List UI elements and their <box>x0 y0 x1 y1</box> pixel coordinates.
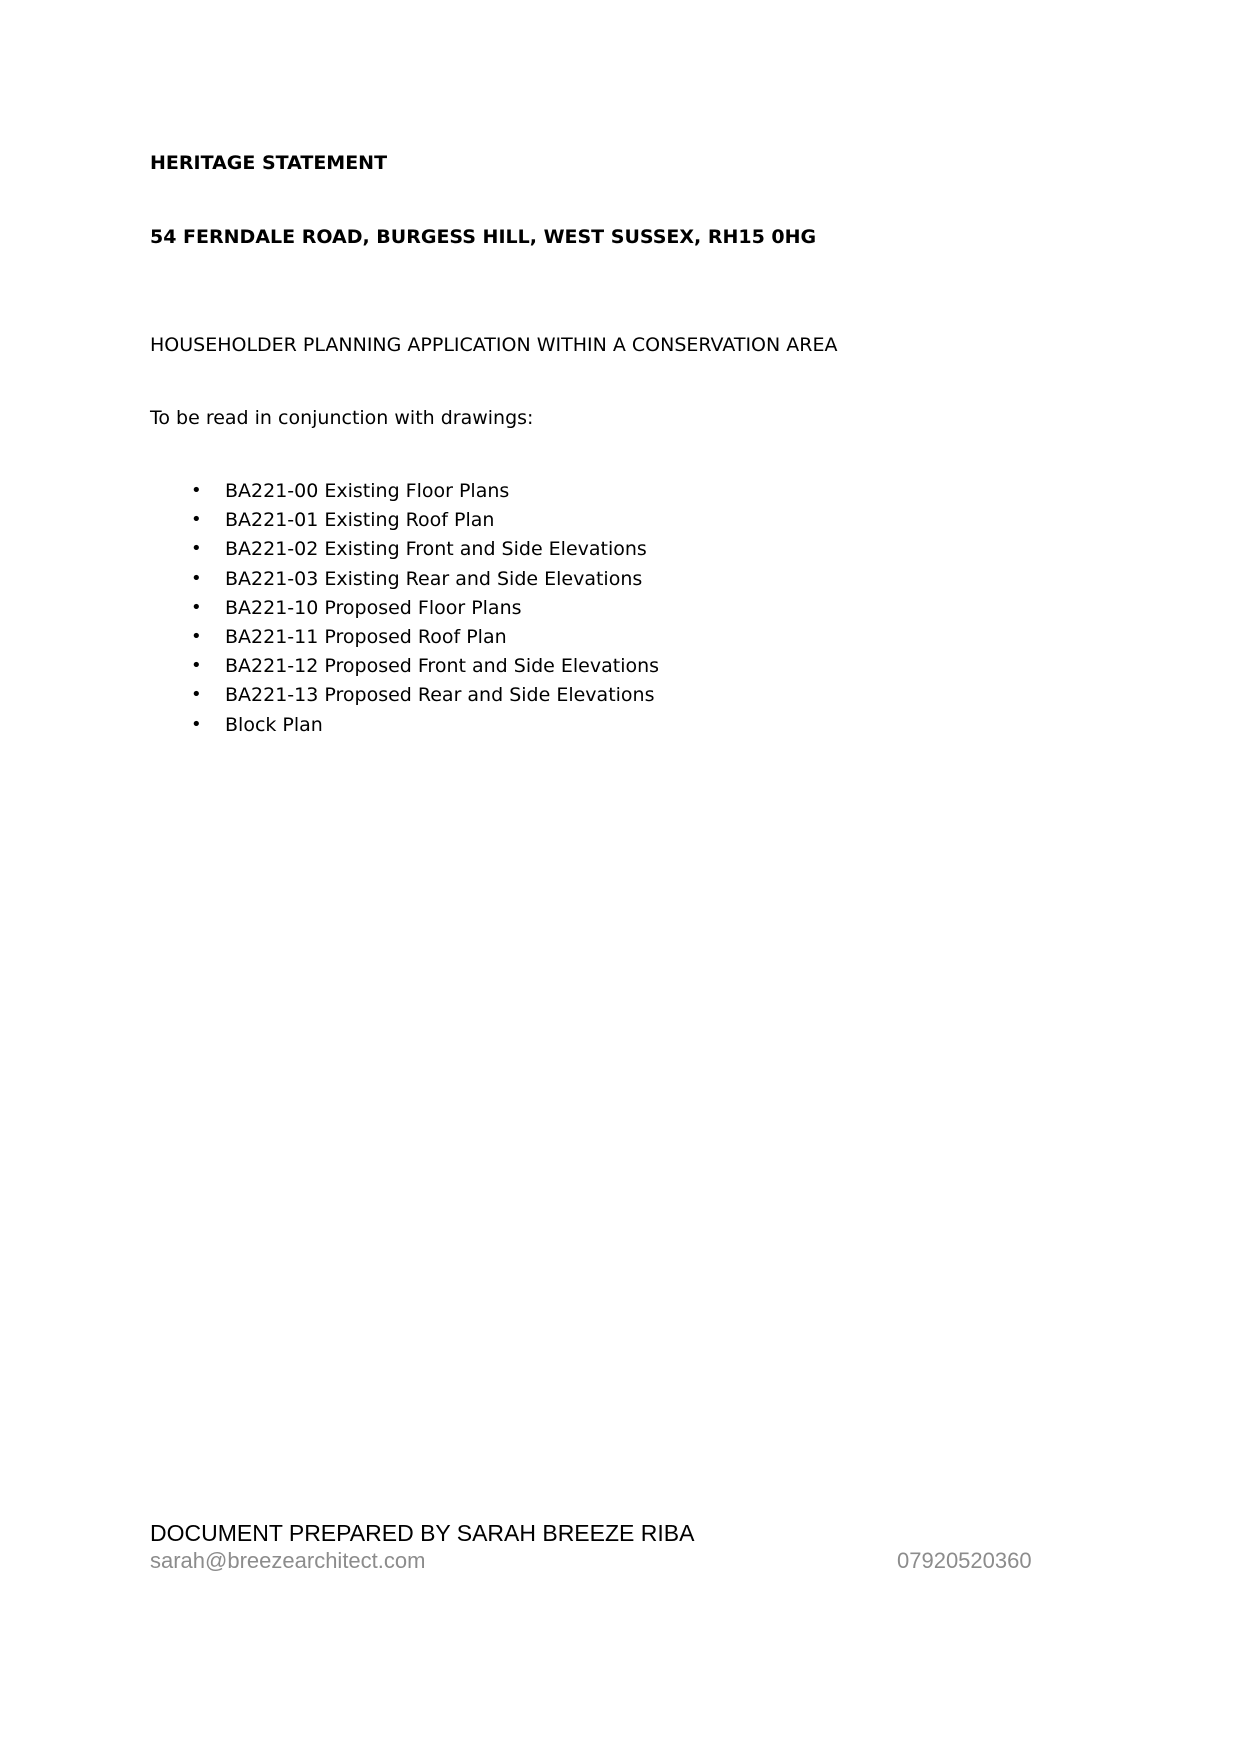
drawing-title: BA221-11 Proposed Roof Plan <box>225 625 507 648</box>
bullet-icon: • <box>191 625 202 647</box>
drawing-title: BA221-13 Proposed Rear and Side Elevations <box>225 684 655 707</box>
drawing-title: BA221-10 Proposed Floor Plans <box>225 596 522 619</box>
drawing-title: Block Plan <box>225 713 323 736</box>
document-title: HERITAGE STATEMENT <box>150 152 388 174</box>
footer-prepared-by: DOCUMENT PREPARED BY SARAH BREEZE RIBA <box>150 1520 695 1546</box>
property-address: 54 FERNDALE ROAD, BURGESS HILL, WEST SUSSEX, RH15 0HG <box>150 226 817 248</box>
drawing-title: BA221-02 Existing Front and Side Elevations <box>225 538 647 561</box>
footer-phone: 07920520360 <box>897 1548 1032 1573</box>
drawing-title: BA221-00 Existing Floor Plans <box>225 480 510 502</box>
application-type: HOUSEHOLDER PLANNING APPLICATION WITHIN A CONSERVATION AREA <box>150 334 838 356</box>
bullet-icon: • <box>191 596 202 618</box>
drawing-title: BA221-01 Existing Roof Plan <box>225 509 495 532</box>
bullet-icon: • <box>191 655 202 677</box>
drawings-intro: To be read in conjunction with drawings: <box>150 407 534 429</box>
bullet-icon: • <box>191 509 202 531</box>
bullet-icon: • <box>191 567 202 589</box>
footer-email: sarah@breezearchitect.com <box>150 1548 426 1573</box>
bullet-icon: • <box>191 538 202 560</box>
bullet-icon: • <box>191 480 202 501</box>
bullet-icon: • <box>191 713 202 735</box>
drawing-title: BA221-12 Proposed Front and Side Elevations <box>225 655 660 678</box>
drawing-title: BA221-03 Existing Rear and Side Elevations <box>225 567 643 590</box>
bullet-icon: • <box>191 684 202 706</box>
